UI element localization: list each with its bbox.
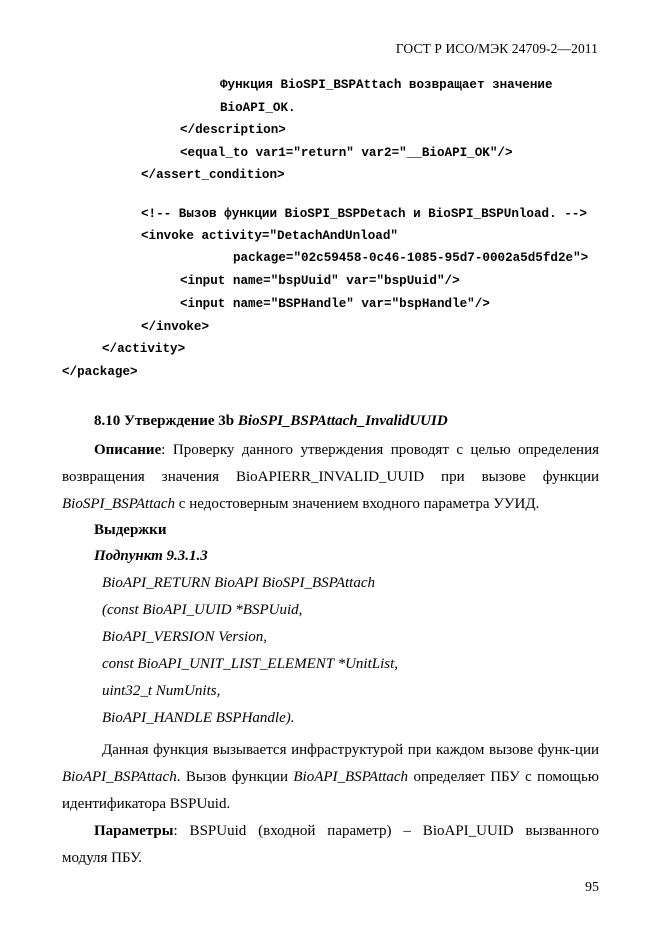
function-paragraph (62, 737, 599, 818)
code-line: <input name="BSPHandle" var="bspHandle"/> (180, 297, 490, 311)
function-name: BioAPI_BSPAttach (293, 769, 409, 785)
code-line: <equal_to var1="return" var2="__BioAPI_OK"/> (180, 146, 513, 160)
parameters-paragraph (62, 818, 599, 872)
code-line: </activity> (102, 342, 186, 356)
signature-line: BioAPI_HANDLE BSPHandle). (102, 710, 295, 726)
description-text-end: с недостоверным значением входного параметра УУИД. (175, 496, 540, 512)
signature-line: BioAPI_RETURN BioAPI BioSPI_BSPAttach (102, 575, 376, 591)
section-heading (94, 413, 448, 430)
code-line: <invoke activity="DetachAndUnload" (141, 229, 398, 243)
function-name: BioAPI_BSPAttach (62, 769, 177, 785)
code-line: </package> (62, 365, 138, 379)
signature-line: const BioAPI_UNIT_LIST_ELEMENT *UnitList, (102, 656, 399, 672)
excerpts-heading: Выдержки (94, 522, 167, 538)
parameters-text: : BSPUuid (входной параметр) – BioAPI_UUID вызванного модуля ПБУ. (62, 823, 599, 866)
description-text: : Проверку данного утверждения проводят с целью определения возвращения значения BioAPIERR_INVALID_UUID при вызове функции (62, 442, 599, 485)
description-function: BioSPI_BSPAttach (62, 496, 176, 512)
code-line: BioAPI_OK. (220, 101, 296, 115)
function-text: определяет ПБУ с помощью идентификатора BSPUuid. (62, 769, 600, 812)
description-label: Описание (94, 442, 162, 458)
section-number-title: 8.10 Утверждение 3b (94, 413, 238, 429)
code-line: package="02c59458-0c46-1085-95d7-0002a5d5fd2e"> (233, 251, 589, 265)
function-text: . Вызов функции (176, 769, 294, 785)
document-header: ГОСТ Р ИСО/МЭК 24709-2—2011 (395, 41, 598, 56)
code-line: Функция BioSPI_BSPAttach возвращает значение (220, 78, 553, 92)
section-assertion-name: BioSPI_BSPAttach_InvalidUUID (237, 413, 448, 429)
parameters-label: Параметры (94, 823, 174, 839)
page-number: 95 (585, 880, 599, 895)
code-line: </description> (180, 123, 286, 137)
signature-line: uint32_t NumUnits, (102, 683, 221, 699)
description-paragraph (62, 437, 599, 518)
code-line: </invoke> (141, 320, 210, 334)
code-line: <!-- Вызов функции BioSPI_BSPDetach и BioSPI_BSPUnload. --> (141, 207, 587, 221)
function-text: Данная функция вызывается инфраструктурой при каждом вызове функ-ции (102, 742, 599, 758)
code-line: <input name="bspUuid" var="bspUuid"/> (180, 274, 460, 288)
signature-line: BioAPI_VERSION Version, (102, 629, 267, 645)
code-line: </assert_condition> (141, 168, 285, 182)
signature-line: (const BioAPI_UUID *BSPUuid, (102, 602, 303, 618)
subclause-heading: Подпункт 9.3.1.3 (94, 548, 208, 564)
